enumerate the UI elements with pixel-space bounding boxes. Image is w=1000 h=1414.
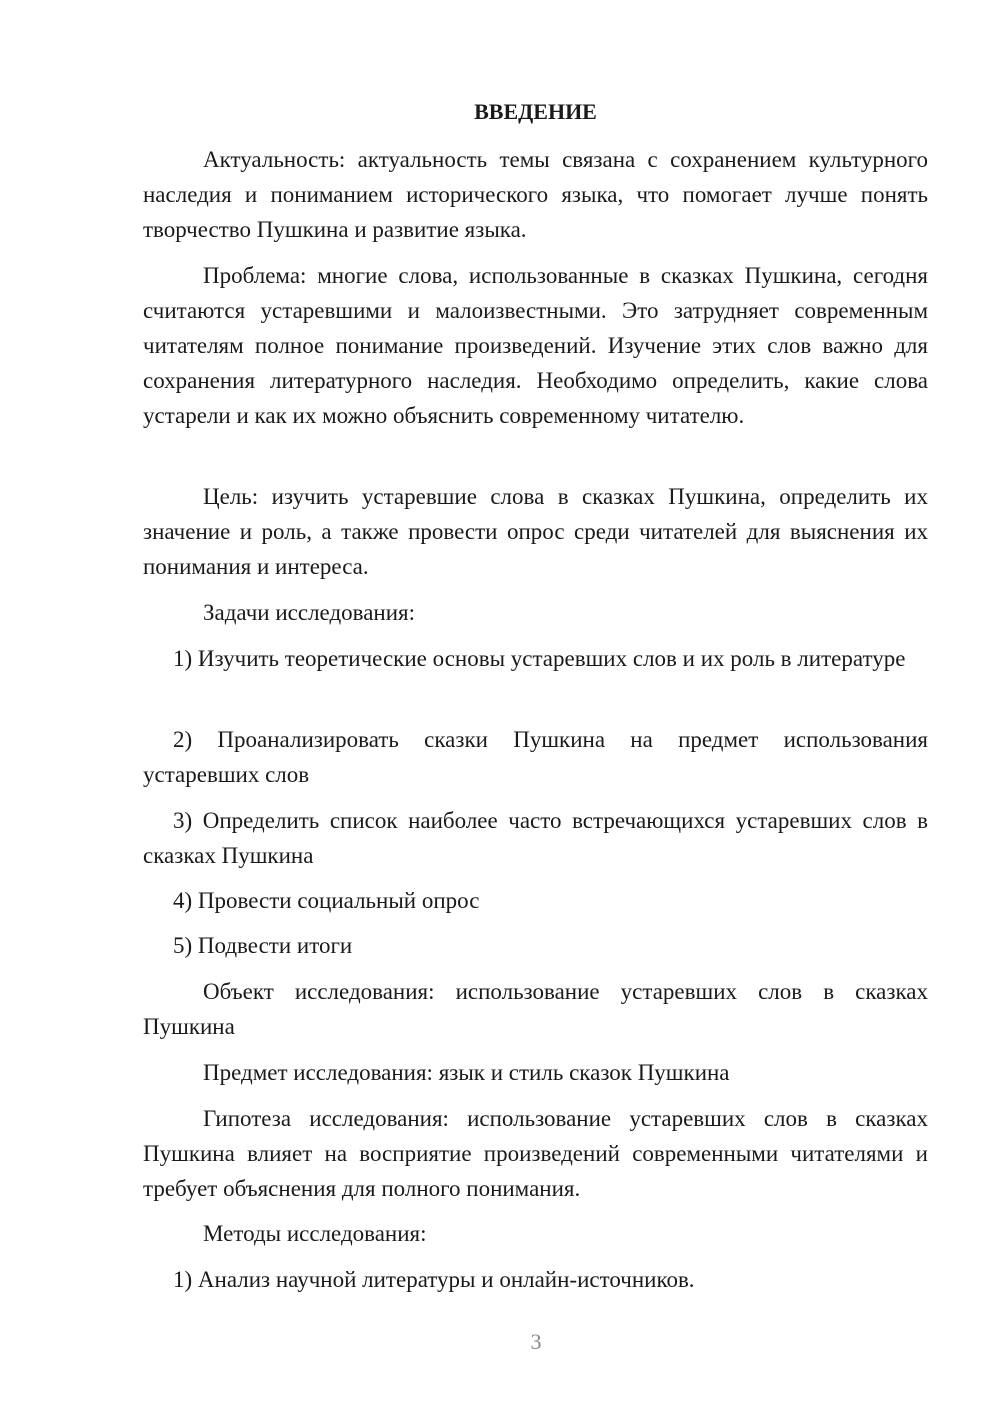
task-item: 4) Провести социальный опрос xyxy=(173,888,480,913)
subject-paragraph: Предмет исследования: язык и стиль сказок Пушкина xyxy=(203,1060,730,1085)
method-item: 1) Анализ научной литературы и онлайн-источников. xyxy=(173,1267,695,1292)
problem-paragraph: Проблема: многие слова, использованные в сказках Пушкина, сегодня считаются устаревшими и малоизвестными. Это затрудняет современным читателям полное понимание произведений. Изучение этих слов важно для сохранения литературного наследия. Необходимо определить, какие слова устарели и как их можно объяснить современному читателю. xyxy=(143,263,928,428)
section-heading: ВВЕДЕНИЕ xyxy=(474,99,597,124)
tasks-heading: Задачи исследования: xyxy=(203,600,416,625)
relevance-paragraph: Актуальность: актуальность темы связана с сохранением культурного наследия и пониманием исторического языка, что помогает лучше понять творчество Пушкина и развитие языка. xyxy=(143,147,928,242)
task-item: 3) Определить список наиболее часто встречающихся устаревших слов в сказках Пушкина xyxy=(143,808,928,868)
task-item: 1) Изучить теоретические основы устаревших слов и их роль в литературе xyxy=(173,646,906,671)
task-item: 5) Подвести итоги xyxy=(173,933,353,958)
goal-paragraph: Цель: изучить устаревшие слова в сказках Пушкина, определить их значение и роль, а также провести опрос среди читателей для выяснения их понимания и интереса. xyxy=(143,484,928,579)
object-paragraph: Объект исследования: использование устаревших слов в сказках Пушкина xyxy=(143,979,928,1039)
methods-heading: Методы исследования: xyxy=(203,1221,427,1246)
task-item: 2) Проанализировать сказки Пушкина на предмет использования устаревших слов xyxy=(143,727,928,787)
hypothesis-paragraph: Гипотеза исследования: использование устаревших слов в сказках Пушкина влияет на восприятие произведений современными читателями и требует объяснения для полного понимания. xyxy=(143,1106,928,1201)
page-number: 3 xyxy=(530,1329,542,1354)
